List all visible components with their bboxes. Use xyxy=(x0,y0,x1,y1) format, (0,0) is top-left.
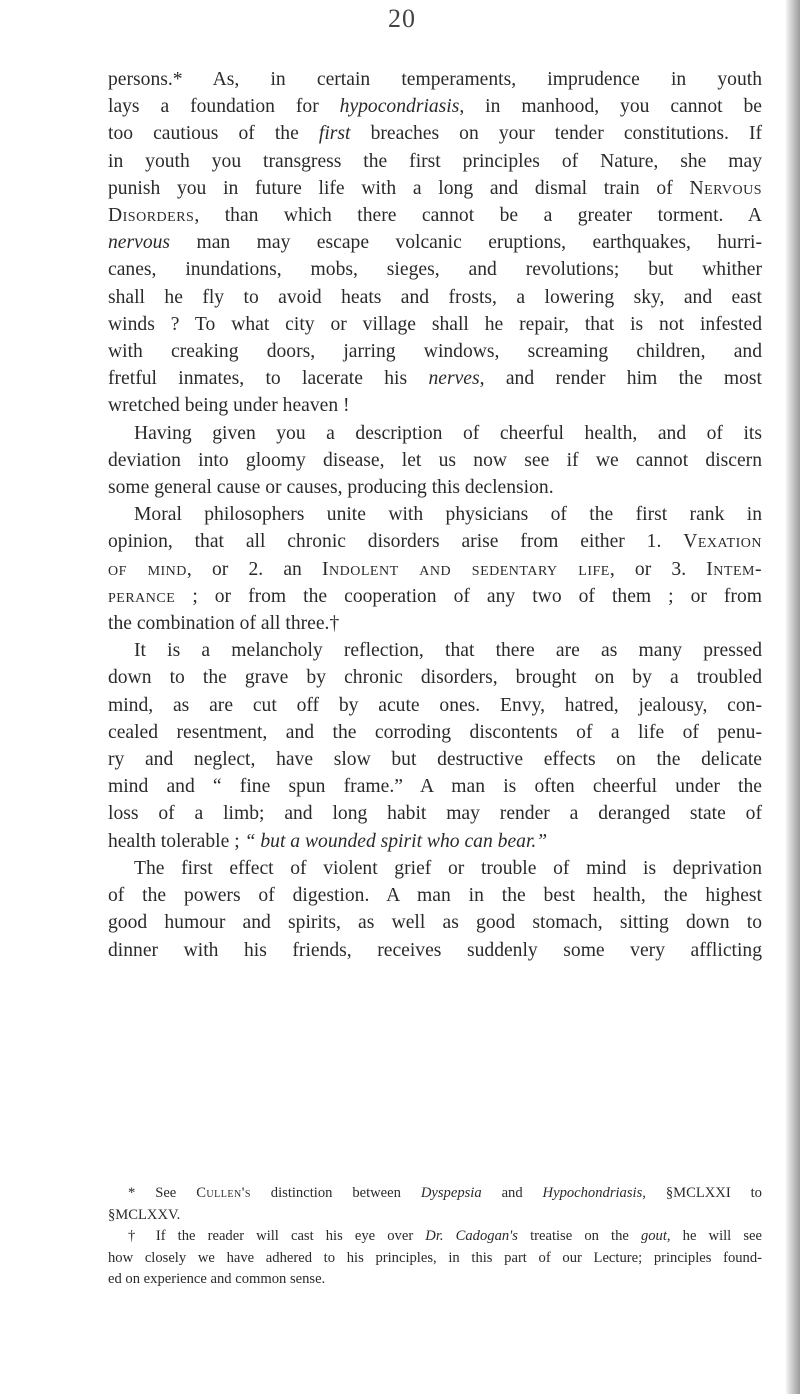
page-number: 20 xyxy=(388,4,416,33)
text-line: The first effect of violent grief or trouble of mind is deprivation xyxy=(134,857,762,879)
text-line: Moral philosophers unite with physicians of the first rank in xyxy=(134,504,762,526)
text-line: Having given you a description of cheerful health, and of its xyxy=(134,422,762,444)
footnote-line: how closely we have adhered to his principles, in this part of our Lecture; principles found- xyxy=(108,1249,762,1266)
text-line: the combination of all three.† xyxy=(108,613,340,635)
text-line: too cautious of the first breaches on your tender constitutions. If xyxy=(108,123,762,145)
text-line: ry and neglect, have slow but destructive effects on the delicate xyxy=(108,749,762,771)
footnote-line: §MCLXXV. xyxy=(108,1206,181,1223)
text-line: opinion, that all chronic disorders arise from either 1. Vexation xyxy=(108,531,762,553)
text-line: of mind, or 2. an Indolent and sedentary life, or 3. Intem- xyxy=(108,558,762,580)
text-line: in youth you transgress the first principles of Nature, she may xyxy=(108,150,762,172)
text-line: health tolerable ; “ but a wounded spirit who can bear.” xyxy=(108,830,548,852)
text-line: down to the grave by chronic disorders, brought on by a troubled xyxy=(108,667,762,689)
text-line: fretful inmates, to lacerate his nerves, and render him the most xyxy=(108,368,762,390)
text-line: nervous man may escape volcanic eruptions, earthquakes, hurri- xyxy=(108,232,762,254)
text-line: lays a foundation for hypocondriasis, in manhood, you cannot be xyxy=(108,96,762,118)
text-line: punish you in future life with a long and dismal train of Nervous xyxy=(108,177,762,199)
footnotes xyxy=(108,1183,762,1291)
text-line: some general cause or causes, producing this declension. xyxy=(108,477,554,499)
footnote-line: † If the reader will cast his eye over Dr. Cadogan's treatise on the gout, he will see xyxy=(128,1228,762,1244)
text-line: Disorders, than which there cannot be a greater torment. A xyxy=(108,205,762,227)
page-edge-shadow xyxy=(786,0,800,1394)
text-line: of the powers of digestion. A man in the best health, the highest xyxy=(108,885,762,907)
text-line: canes, inundations, mobs, sieges, and revolutions; but whither xyxy=(108,259,762,281)
text-line: It is a melancholy reflection, that there are as many pressed xyxy=(134,640,762,662)
text-line: dinner with his friends, receives suddenly some very afflicting xyxy=(108,939,762,961)
body-text xyxy=(108,66,762,964)
footnote-line: * See Cullen's distinction between Dyspepsia and Hypochondriasis, §MCLXXI to xyxy=(128,1185,762,1201)
text-line: deviation into gloomy disease, let us now see if we cannot discern xyxy=(108,449,762,471)
text-line: perance ; or from the cooperation of any two of them ; or from xyxy=(108,585,762,607)
text-line: shall he fly to avoid heats and frosts, a lowering sky, and east xyxy=(108,286,762,308)
text-line: persons.* As, in certain temperaments, imprudence in youth xyxy=(108,69,762,90)
text-line: loss of a limb; and long habit may render a deranged state of xyxy=(108,803,762,825)
text-line: with creaking doors, jarring windows, screaming children, and xyxy=(108,341,762,363)
text-line: winds ? To what city or village shall he repair, that is not infested xyxy=(108,313,762,335)
text-line: mind, as are cut off by acute ones. Envy, hatred, jealousy, con- xyxy=(108,694,762,716)
text-line: cealed resentment, and the corroding discontents of a life of penu- xyxy=(108,721,762,743)
text-line: mind and “ fine spun frame.” A man is often cheerful under the xyxy=(108,776,762,798)
footnote-line: ed on experience and common sense. xyxy=(108,1271,326,1287)
text-line: wretched being under heaven ! xyxy=(108,395,350,417)
text-line: good humour and spirits, as well as good stomach, sitting down to xyxy=(108,912,762,934)
